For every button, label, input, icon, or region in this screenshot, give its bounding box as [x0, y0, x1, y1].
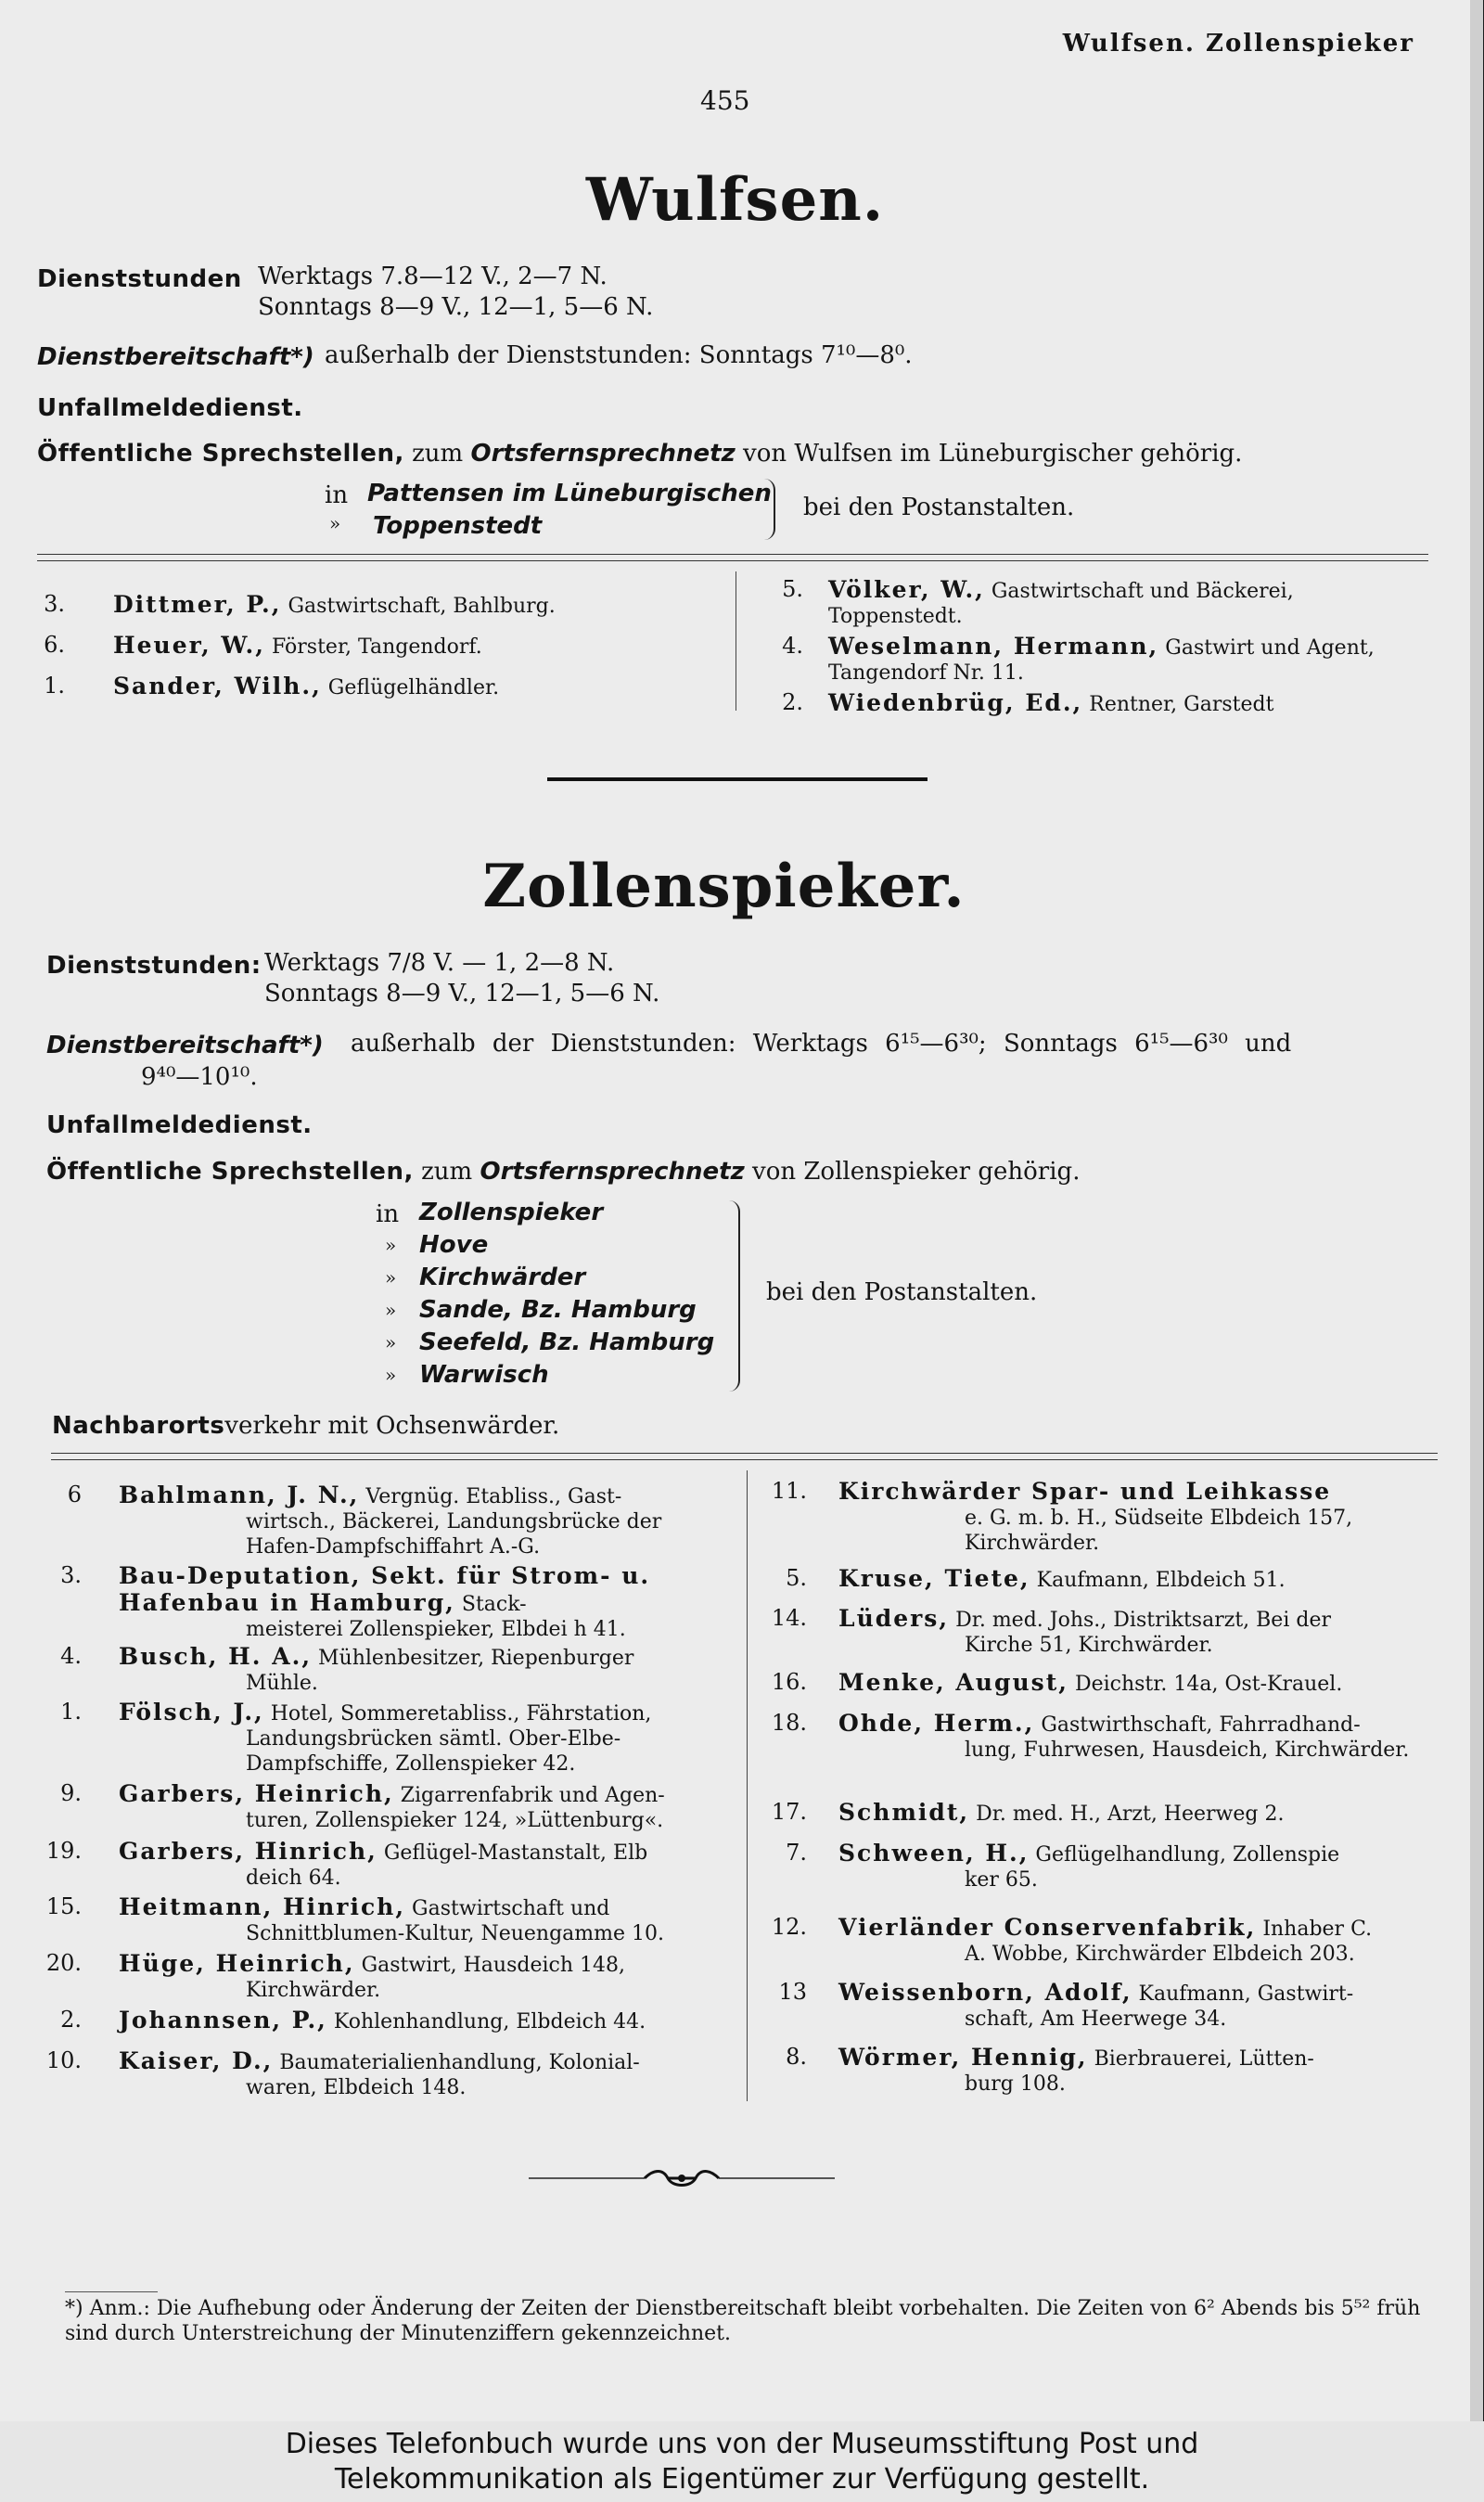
wulfsen-sprech-line [37, 440, 1242, 468]
zoll-sprech-line [46, 1158, 1080, 1186]
zoll-bereit-text: außerhalb der Dienststunden: Werktags 6¹⁵—6³⁰; Sonntags 6¹⁵—6³⁰ und [351, 1030, 1292, 1058]
list-item: 9. Garbers, Heinrich, Zigarrenfabrik und Agen- turen, Zollenspieker 124, »Lüttenburg«. [60, 1780, 665, 1832]
list-item: 2. Johannsen, P., Kohlenhandlung, Elbdeich 44. [60, 2007, 646, 2034]
zoll-place: Seefeld, Bz. Hamburg [419, 1328, 715, 1356]
zoll-place-mark: » [385, 1364, 397, 1386]
list-item: 6. Heuer, W., Förster, Tangendorf. [44, 632, 482, 659]
section-separator [547, 777, 928, 781]
list-item: 3. Dittmer, P., Gastwirtschaft, Bahlburg. [44, 591, 556, 618]
list-item: 12. Vierländer Conservenfabrik, Inhaber C. A. Wobbe, Kirchwärder Elbdeich 203. [771, 1914, 1373, 1966]
wulfsen-bereit-text: außerhalb der Dienststunden: Sonntags 7¹⁰—8⁰. [325, 341, 913, 369]
nachbar-label: Nachbarorts [52, 1412, 225, 1440]
zoll-place: Warwisch [419, 1361, 549, 1389]
footer-line: Telekommunikation als Eigentümer zur Verfügung gestellt. [334, 2463, 1150, 2496]
page-number: 455 [700, 85, 750, 116]
wulfsen-place: Toppenstedt [373, 512, 543, 540]
wulfsen-in: in [325, 481, 349, 509]
footer-line: Dieses Telefonbuch wurde uns von der Museumsstiftung Post und [285, 2428, 1199, 2460]
wulfsen-unfall: Unfallmeldedienst. [37, 394, 303, 422]
wulfsen-dienst-line1: Werktags 7.8—12 V., 2—7 N. [258, 263, 608, 290]
sprech-ortsnetz: Ortsfernsprechnetz [470, 440, 736, 468]
wulfsen-dienst-label: Dienststunden [37, 265, 242, 293]
zoll-post: bei den Postanstalten. [766, 1278, 1038, 1306]
zollenspieker-title: Zollenspieker. [482, 852, 966, 921]
footnote: *) Anm.: Die Aufhebung oder Änderung der Zeiten der Dienstbereitschaft bleibt vorbehalten. Die Zeiten von 6² Abends bis 5⁵² früh sind durch Unterstreichung der Minutenziffern gekennzeichnet. [65, 2297, 1421, 2345]
list-item: 3. Bau-Deputation, Sekt. für Strom- u. Hafenbau in Hamburg, Stack- meisterei Zollenspieker, Elbdei h 41. [60, 1562, 651, 1641]
wulfsen-place: Pattensen im Lüneburgischen [367, 480, 772, 507]
zoll-bereit-text2: 9⁴⁰—10¹⁰. [141, 1063, 258, 1091]
sprech-text: von Zollenspieker gehörig. [752, 1158, 1081, 1186]
zoll-in: in [376, 1200, 400, 1228]
list-item: 20. Hüge, Heinrich, Gastwirt, Hausdeich 148, Kirchwärder. [45, 1950, 625, 2002]
nachbar-text: verkehr mit Ochsenwärder. [224, 1412, 560, 1440]
list-item: 1. Fölsch, J., Hotel, Sommeretabliss., Fährstation, Landungsbrücken sämtl. Ober-Elbe-Dampfschiffe, Zollenspieker 42. [60, 1699, 652, 1776]
zoll-unfall: Unfallmeldedienst. [46, 1111, 313, 1139]
ornament-divider [529, 2169, 835, 2188]
wulfsen-dienst-line2: Sonntags 8—9 V., 12—1, 5—6 N. [258, 293, 654, 321]
zoll-dienst-line1: Werktags 7/8 V. — 1, 2—8 N. [264, 949, 615, 977]
list-item: 13 Weissenborn, Adolf, Kaufmann, Gastwirt- schaft, Am Heerwege 34. [778, 1979, 1354, 2031]
list-item: 4. Weselmann, Hermann, Gastwirt und Agent, Tangendorf Nr. 11. [782, 633, 1375, 685]
zoll-nachbar [52, 1412, 559, 1440]
list-item: 7. Schween, H., Geflügelhandlung, Zollenspie ker 65. [786, 1840, 1340, 1892]
divider [37, 560, 1428, 561]
list-item: 8. Wörmer, Hennig, Bierbrauerei, Lütten- burg 108. [786, 2044, 1314, 2096]
zoll-place-mark: » [385, 1299, 397, 1321]
list-item: 6 Bahlmann, J. N., Vergnüg. Etabliss., Gast- wirtsch., Bäckerei, Landungsbrücke der Hafen-Dampfschiffahrt A.-G. [67, 1482, 662, 1559]
divider [37, 554, 1428, 555]
list-item: 15. Heitmann, Hinrich, Gastwirtschaft und Schnittblumen-Kultur, Neuengamme 10. [45, 1893, 665, 1945]
wulfsen-post: bei den Postanstalten. [803, 494, 1075, 521]
list-item: 19. Garbers, Hinrich, Geflügel-Mastanstalt, Elb deich 64. [45, 1838, 648, 1890]
zoll-dienst-line2: Sonntags 8—9 V., 12—1, 5—6 N. [264, 980, 660, 1007]
sprech-ortsnetz: Ortsfernsprechnetz [480, 1158, 745, 1186]
zoll-place: Kirchwärder [419, 1264, 586, 1291]
running-header: Wulfsen. Zollenspieker [1062, 30, 1414, 58]
divider [51, 1453, 1438, 1454]
wulfsen-bereit-label: Dienstbereitschaft*) [37, 343, 314, 371]
zoll-place-mark: » [385, 1266, 397, 1289]
copyright-banner [0, 2421, 1484, 2502]
sprech-zum: zum [412, 440, 464, 468]
brace [759, 479, 775, 540]
zoll-place: Hove [419, 1231, 489, 1259]
zoll-place: Zollenspieker [419, 1199, 604, 1226]
list-item: 14. Lüders, Dr. med. Johs., Distriktsarzt, Bei der Kirche 51, Kirchwärder. [771, 1605, 1331, 1657]
zoll-dienst-label: Dienststunden: [46, 952, 262, 980]
list-item: 11. Kirchwärder Spar- und Leihkasse e. G. m. b. H., Südseite Elbdeich 157, Kirchwärder. [771, 1478, 1353, 1555]
footnote-rule [65, 2291, 158, 2292]
wulfsen-title: Wulfsen. [585, 165, 885, 235]
zoll-bereit-label: Dienstbereitschaft*) [46, 1032, 324, 1059]
zoll-place-mark: » [385, 1331, 397, 1354]
zoll-place-mark: » [385, 1234, 397, 1256]
list-item: 1. Sander, Wilh., Geflügelhändler. [44, 673, 500, 699]
wulfsen-place-mark: » [329, 512, 341, 534]
divider [51, 1459, 1438, 1460]
list-item: 2. Wiedenbrüg, Ed., Rentner, Garstedt [782, 689, 1274, 716]
brace [723, 1200, 740, 1392]
list-item: 17. Schmidt, Dr. med. H., Arzt, Heerweg 2. [771, 1799, 1285, 1826]
sprech-label: Öffentliche Sprechstellen, [37, 440, 404, 468]
sprech-zum: zum [421, 1158, 473, 1186]
list-item: 4. Busch, H. A., Mühlenbesitzer, Riepenburger Mühle. [60, 1643, 634, 1695]
zoll-place: Sande, Bz. Hamburg [419, 1296, 697, 1324]
list-item: 18. Ohde, Herm., Gastwirthschaft, Fahrradhand- lung, Fuhrwesen, Hausdeich, Kirchwärder. [771, 1710, 1410, 1762]
list-item: 5. Kruse, Tiete, Kaufmann, Elbdeich 51. [786, 1565, 1286, 1592]
list-item: 10. Kaiser, D., Baumaterialienhandlung, Kolonial- waren, Elbdeich 148. [45, 2047, 640, 2099]
sprech-text: von Wulfsen im Lüneburgischer gehörig. [743, 440, 1243, 468]
column-divider [747, 1470, 748, 2101]
list-item: 16. Menke, August, Deichstr. 14a, Ost-Krauel. [771, 1669, 1343, 1696]
list-item: 5. Völker, W., Gastwirtschaft und Bäckerei, Toppenstedt. [782, 576, 1294, 628]
sprech-label: Öffentliche Sprechstellen, [46, 1158, 414, 1186]
